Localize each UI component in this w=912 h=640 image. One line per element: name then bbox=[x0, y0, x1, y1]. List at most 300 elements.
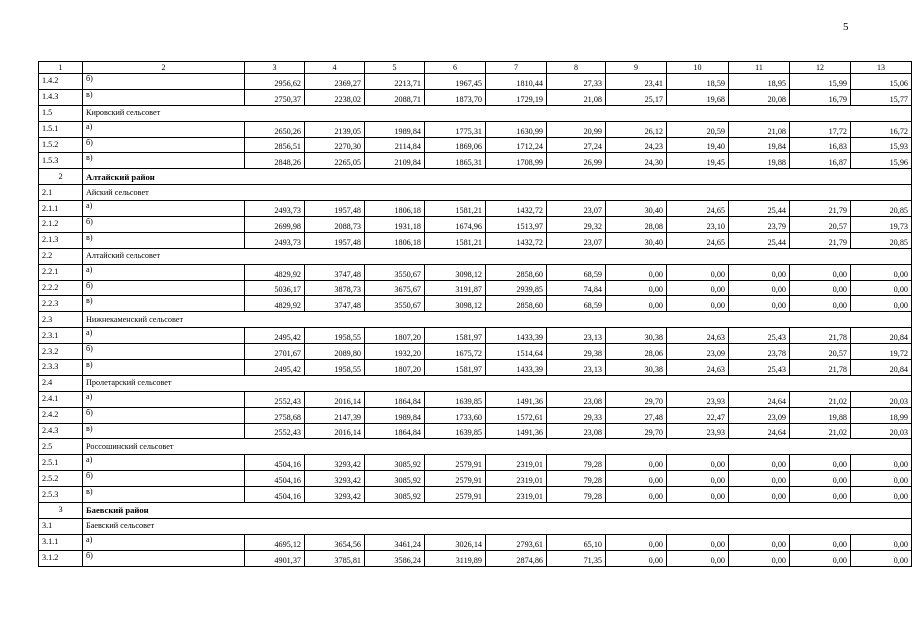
value-cell: 2579,91 bbox=[425, 455, 486, 471]
value-cell: 0,00 bbox=[851, 296, 912, 312]
district-name: Баевский район bbox=[83, 503, 912, 519]
value-cell: 2552,43 bbox=[245, 391, 305, 407]
value-cell: 1581,97 bbox=[425, 360, 486, 376]
value-cell: 0,00 bbox=[790, 471, 851, 487]
value-cell: 23,09 bbox=[667, 344, 729, 360]
value-cell: 2319,01 bbox=[486, 487, 547, 503]
value-cell: 15,77 bbox=[851, 89, 912, 105]
table-row bbox=[39, 407, 912, 423]
column-number-header-row bbox=[39, 62, 912, 74]
table-row bbox=[39, 360, 912, 376]
value-cell: 1864,84 bbox=[365, 423, 425, 439]
value-cell: 3085,92 bbox=[365, 471, 425, 487]
table-row bbox=[39, 296, 912, 312]
row-label: в) bbox=[83, 423, 245, 439]
row-code: 2.1.1 bbox=[39, 201, 83, 217]
value-cell: 0,00 bbox=[667, 296, 729, 312]
value-cell: 2109,84 bbox=[365, 153, 425, 169]
value-cell: 3098,12 bbox=[425, 296, 486, 312]
value-cell: 24,23 bbox=[606, 137, 667, 153]
table-row bbox=[39, 550, 912, 566]
value-cell: 3293,42 bbox=[305, 455, 365, 471]
value-cell: 2088,73 bbox=[305, 217, 365, 233]
section-name: Кировский сельсовет bbox=[83, 105, 912, 121]
table-row bbox=[39, 471, 912, 487]
section-row bbox=[39, 518, 912, 534]
table-row bbox=[39, 391, 912, 407]
tariff-table bbox=[38, 61, 912, 567]
value-cell: 0,00 bbox=[606, 264, 667, 280]
value-cell: 2874,86 bbox=[486, 550, 547, 566]
table-row bbox=[39, 487, 912, 503]
value-cell: 2758,68 bbox=[245, 407, 305, 423]
value-cell: 3747,48 bbox=[305, 264, 365, 280]
row-code: 2.3.2 bbox=[39, 344, 83, 360]
value-cell: 19,88 bbox=[790, 407, 851, 423]
section-row bbox=[39, 312, 912, 328]
value-cell: 21,79 bbox=[790, 232, 851, 248]
value-cell: 1989,84 bbox=[365, 121, 425, 137]
value-cell: 3293,42 bbox=[305, 487, 365, 503]
row-label: б) bbox=[83, 74, 245, 90]
value-cell: 3747,48 bbox=[305, 296, 365, 312]
column-number-header: 6 bbox=[425, 62, 486, 74]
value-cell: 1864,84 bbox=[365, 391, 425, 407]
value-cell: 2270,30 bbox=[305, 137, 365, 153]
row-label: в) bbox=[83, 487, 245, 503]
value-cell: 0,00 bbox=[667, 280, 729, 296]
value-cell: 1957,48 bbox=[305, 232, 365, 248]
value-cell: 19,88 bbox=[729, 153, 790, 169]
row-label: в) bbox=[83, 296, 245, 312]
value-cell: 2701,67 bbox=[245, 344, 305, 360]
value-cell: 20,03 bbox=[851, 423, 912, 439]
value-cell: 24,63 bbox=[667, 360, 729, 376]
column-number-header: 1 bbox=[39, 62, 83, 74]
section-code: 2.3 bbox=[39, 312, 83, 328]
value-cell: 1806,18 bbox=[365, 232, 425, 248]
row-label: а) bbox=[83, 201, 245, 217]
column-number-header: 5 bbox=[365, 62, 425, 74]
value-cell: 2265,05 bbox=[305, 153, 365, 169]
value-cell: 23,13 bbox=[547, 328, 606, 344]
value-cell: 5036,17 bbox=[245, 280, 305, 296]
section-code: 2.2 bbox=[39, 248, 83, 264]
value-cell: 4901,37 bbox=[245, 550, 305, 566]
value-cell: 1432,72 bbox=[486, 232, 547, 248]
section-name: Нижнекаменский сельсовет bbox=[83, 312, 912, 328]
value-cell: 26,99 bbox=[547, 153, 606, 169]
value-cell: 1674,96 bbox=[425, 217, 486, 233]
row-code: 2.4.3 bbox=[39, 423, 83, 439]
value-cell: 19,84 bbox=[729, 137, 790, 153]
row-label: б) bbox=[83, 407, 245, 423]
value-cell: 0,00 bbox=[729, 296, 790, 312]
value-cell: 3550,67 bbox=[365, 264, 425, 280]
value-cell: 4504,16 bbox=[245, 455, 305, 471]
value-cell: 2139,05 bbox=[305, 121, 365, 137]
value-cell: 1630,99 bbox=[486, 121, 547, 137]
value-cell: 3085,92 bbox=[365, 455, 425, 471]
value-cell: 2147,39 bbox=[305, 407, 365, 423]
value-cell: 15,99 bbox=[790, 74, 851, 90]
value-cell: 23,93 bbox=[667, 391, 729, 407]
value-cell: 0,00 bbox=[790, 534, 851, 550]
value-cell: 1639,85 bbox=[425, 423, 486, 439]
value-cell: 0,00 bbox=[851, 487, 912, 503]
value-cell: 21,08 bbox=[729, 121, 790, 137]
section-code: 2.5 bbox=[39, 439, 83, 455]
value-cell: 0,00 bbox=[790, 264, 851, 280]
value-cell: 23,08 bbox=[547, 423, 606, 439]
value-cell: 1491,36 bbox=[486, 391, 547, 407]
value-cell: 2848,26 bbox=[245, 153, 305, 169]
value-cell: 30,38 bbox=[606, 360, 667, 376]
value-cell: 1807,20 bbox=[365, 360, 425, 376]
value-cell: 0,00 bbox=[729, 534, 790, 550]
value-cell: 23,78 bbox=[729, 344, 790, 360]
row-label: в) bbox=[83, 153, 245, 169]
value-cell: 3878,73 bbox=[305, 280, 365, 296]
value-cell: 19,45 bbox=[667, 153, 729, 169]
value-cell: 21,78 bbox=[790, 360, 851, 376]
value-cell: 26,12 bbox=[606, 121, 667, 137]
row-code: 2.3.3 bbox=[39, 360, 83, 376]
value-cell: 1932,20 bbox=[365, 344, 425, 360]
row-code: 2.5.3 bbox=[39, 487, 83, 503]
value-cell: 0,00 bbox=[667, 534, 729, 550]
value-cell: 1958,55 bbox=[305, 360, 365, 376]
value-cell: 1513,97 bbox=[486, 217, 547, 233]
value-cell: 0,00 bbox=[851, 534, 912, 550]
column-number-header: 9 bbox=[606, 62, 667, 74]
section-name: Россошинский сельсовет bbox=[83, 439, 912, 455]
row-code: 2.2.3 bbox=[39, 296, 83, 312]
table-row bbox=[39, 201, 912, 217]
value-cell: 0,00 bbox=[851, 264, 912, 280]
value-cell: 3085,92 bbox=[365, 487, 425, 503]
value-cell: 18,59 bbox=[667, 74, 729, 90]
value-cell: 21,02 bbox=[790, 423, 851, 439]
table-row bbox=[39, 455, 912, 471]
value-cell: 1712,24 bbox=[486, 137, 547, 153]
value-cell: 0,00 bbox=[606, 534, 667, 550]
value-cell: 23,07 bbox=[547, 201, 606, 217]
row-label: в) bbox=[83, 232, 245, 248]
value-cell: 29,32 bbox=[547, 217, 606, 233]
value-cell: 4829,92 bbox=[245, 296, 305, 312]
value-cell: 2114,84 bbox=[365, 137, 425, 153]
value-cell: 1639,85 bbox=[425, 391, 486, 407]
value-cell: 20,59 bbox=[667, 121, 729, 137]
value-cell: 1967,45 bbox=[425, 74, 486, 90]
row-label: а) bbox=[83, 534, 245, 550]
value-cell: 0,00 bbox=[606, 550, 667, 566]
section-row bbox=[39, 439, 912, 455]
value-cell: 1581,21 bbox=[425, 201, 486, 217]
value-cell: 3026,14 bbox=[425, 534, 486, 550]
section-code: 3.1 bbox=[39, 518, 83, 534]
value-cell: 23,93 bbox=[667, 423, 729, 439]
value-cell: 2579,91 bbox=[425, 487, 486, 503]
value-cell: 23,07 bbox=[547, 232, 606, 248]
column-number-header: 2 bbox=[83, 62, 245, 74]
row-code: 2.5.2 bbox=[39, 471, 83, 487]
value-cell: 0,00 bbox=[606, 296, 667, 312]
value-cell: 3119,89 bbox=[425, 550, 486, 566]
value-cell: 68,59 bbox=[547, 264, 606, 280]
value-cell: 29,70 bbox=[606, 423, 667, 439]
value-cell: 2319,01 bbox=[486, 455, 547, 471]
value-cell: 17,72 bbox=[790, 121, 851, 137]
value-cell: 21,02 bbox=[790, 391, 851, 407]
row-code: 2.2.2 bbox=[39, 280, 83, 296]
value-cell: 1775,31 bbox=[425, 121, 486, 137]
value-cell: 0,00 bbox=[851, 280, 912, 296]
value-cell: 2699,98 bbox=[245, 217, 305, 233]
value-cell: 23,10 bbox=[667, 217, 729, 233]
value-cell: 22,47 bbox=[667, 407, 729, 423]
value-cell: 0,00 bbox=[667, 455, 729, 471]
value-cell: 2089,80 bbox=[305, 344, 365, 360]
table-row bbox=[39, 137, 912, 153]
row-code: 2.5.1 bbox=[39, 455, 83, 471]
district-row bbox=[39, 503, 912, 519]
value-cell: 2493,73 bbox=[245, 232, 305, 248]
column-number-header: 7 bbox=[486, 62, 547, 74]
value-cell: 3191,87 bbox=[425, 280, 486, 296]
row-label: б) bbox=[83, 217, 245, 233]
column-number-header: 12 bbox=[790, 62, 851, 74]
value-cell: 19,40 bbox=[667, 137, 729, 153]
row-label: б) bbox=[83, 280, 245, 296]
row-label: а) bbox=[83, 121, 245, 137]
row-code: 1.5.1 bbox=[39, 121, 83, 137]
value-cell: 0,00 bbox=[790, 487, 851, 503]
table-row bbox=[39, 153, 912, 169]
value-cell: 3785,81 bbox=[305, 550, 365, 566]
value-cell: 0,00 bbox=[667, 471, 729, 487]
value-cell: 15,06 bbox=[851, 74, 912, 90]
value-cell: 21,79 bbox=[790, 201, 851, 217]
row-code: 1.5.2 bbox=[39, 137, 83, 153]
value-cell: 20,85 bbox=[851, 201, 912, 217]
value-cell: 71,35 bbox=[547, 550, 606, 566]
value-cell: 0,00 bbox=[790, 296, 851, 312]
value-cell: 3293,42 bbox=[305, 471, 365, 487]
value-cell: 3461,24 bbox=[365, 534, 425, 550]
table-row bbox=[39, 74, 912, 90]
row-code: 3.1.1 bbox=[39, 534, 83, 550]
value-cell: 24,63 bbox=[667, 328, 729, 344]
value-cell: 30,40 bbox=[606, 201, 667, 217]
value-cell: 0,00 bbox=[729, 471, 790, 487]
value-cell: 1572,61 bbox=[486, 407, 547, 423]
row-code: 2.1.2 bbox=[39, 217, 83, 233]
value-cell: 27,24 bbox=[547, 137, 606, 153]
row-label: в) bbox=[83, 360, 245, 376]
row-code: 3.1.2 bbox=[39, 550, 83, 566]
table-row bbox=[39, 344, 912, 360]
section-code: 1.5 bbox=[39, 105, 83, 121]
section-row bbox=[39, 375, 912, 391]
value-cell: 2956,62 bbox=[245, 74, 305, 90]
value-cell: 1708,99 bbox=[486, 153, 547, 169]
value-cell: 1869,06 bbox=[425, 137, 486, 153]
value-cell: 0,00 bbox=[851, 550, 912, 566]
value-cell: 25,17 bbox=[606, 89, 667, 105]
value-cell: 20,84 bbox=[851, 360, 912, 376]
column-number-header: 4 bbox=[305, 62, 365, 74]
value-cell: 0,00 bbox=[606, 280, 667, 296]
value-cell: 0,00 bbox=[667, 264, 729, 280]
row-label: б) bbox=[83, 471, 245, 487]
value-cell: 16,87 bbox=[790, 153, 851, 169]
value-cell: 2016,14 bbox=[305, 391, 365, 407]
row-code: 2.2.1 bbox=[39, 264, 83, 280]
section-code: 2.1 bbox=[39, 185, 83, 201]
section-row bbox=[39, 185, 912, 201]
row-label: б) bbox=[83, 550, 245, 566]
value-cell: 2552,43 bbox=[245, 423, 305, 439]
value-cell: 0,00 bbox=[606, 471, 667, 487]
value-cell: 18,99 bbox=[851, 407, 912, 423]
table-row bbox=[39, 217, 912, 233]
row-code: 2.4.2 bbox=[39, 407, 83, 423]
value-cell: 2369,27 bbox=[305, 74, 365, 90]
value-cell: 3098,12 bbox=[425, 264, 486, 280]
value-cell: 0,00 bbox=[851, 455, 912, 471]
row-code: 2.4.1 bbox=[39, 391, 83, 407]
value-cell: 1432,72 bbox=[486, 201, 547, 217]
value-cell: 4504,16 bbox=[245, 487, 305, 503]
value-cell: 65,10 bbox=[547, 534, 606, 550]
value-cell: 20,84 bbox=[851, 328, 912, 344]
value-cell: 68,59 bbox=[547, 296, 606, 312]
value-cell: 24,65 bbox=[667, 232, 729, 248]
value-cell: 20,08 bbox=[729, 89, 790, 105]
table-body bbox=[39, 62, 912, 567]
value-cell: 3550,67 bbox=[365, 296, 425, 312]
value-cell: 20,03 bbox=[851, 391, 912, 407]
value-cell: 1491,36 bbox=[486, 423, 547, 439]
section-name: Алтайский сельсовет bbox=[83, 248, 912, 264]
column-number-header: 10 bbox=[667, 62, 729, 74]
table-row bbox=[39, 232, 912, 248]
value-cell: 1806,18 bbox=[365, 201, 425, 217]
value-cell: 18,95 bbox=[729, 74, 790, 90]
column-number-header: 8 bbox=[547, 62, 606, 74]
section-name: Айский сельсовет bbox=[83, 185, 912, 201]
value-cell: 0,00 bbox=[790, 455, 851, 471]
value-cell: 0,00 bbox=[667, 487, 729, 503]
value-cell: 19,72 bbox=[851, 344, 912, 360]
value-cell: 4695,12 bbox=[245, 534, 305, 550]
row-code: 2.1.3 bbox=[39, 232, 83, 248]
value-cell: 2650,26 bbox=[245, 121, 305, 137]
district-row bbox=[39, 169, 912, 185]
table-row bbox=[39, 328, 912, 344]
value-cell: 2213,71 bbox=[365, 74, 425, 90]
row-label: б) bbox=[83, 344, 245, 360]
value-cell: 29,33 bbox=[547, 407, 606, 423]
value-cell: 0,00 bbox=[851, 471, 912, 487]
row-label: а) bbox=[83, 455, 245, 471]
row-label: а) bbox=[83, 391, 245, 407]
page-number: 5 bbox=[843, 21, 849, 33]
value-cell: 2495,42 bbox=[245, 360, 305, 376]
value-cell: 1733,60 bbox=[425, 407, 486, 423]
row-code: 1.4.3 bbox=[39, 89, 83, 105]
value-cell: 20,99 bbox=[547, 121, 606, 137]
value-cell: 21,08 bbox=[547, 89, 606, 105]
value-cell: 24,64 bbox=[729, 391, 790, 407]
value-cell: 2088,71 bbox=[365, 89, 425, 105]
value-cell: 0,00 bbox=[729, 550, 790, 566]
value-cell: 16,79 bbox=[790, 89, 851, 105]
value-cell: 24,64 bbox=[729, 423, 790, 439]
value-cell: 16,72 bbox=[851, 121, 912, 137]
section-row bbox=[39, 105, 912, 121]
value-cell: 29,38 bbox=[547, 344, 606, 360]
value-cell: 20,57 bbox=[790, 217, 851, 233]
value-cell: 0,00 bbox=[606, 487, 667, 503]
district-name: Алтайский район bbox=[83, 169, 912, 185]
value-cell: 23,09 bbox=[729, 407, 790, 423]
value-cell: 1581,97 bbox=[425, 328, 486, 344]
value-cell: 25,44 bbox=[729, 232, 790, 248]
table-row bbox=[39, 89, 912, 105]
value-cell: 1931,18 bbox=[365, 217, 425, 233]
value-cell: 0,00 bbox=[729, 280, 790, 296]
value-cell: 0,00 bbox=[790, 550, 851, 566]
value-cell: 19,73 bbox=[851, 217, 912, 233]
value-cell: 21,78 bbox=[790, 328, 851, 344]
column-number-header: 3 bbox=[245, 62, 305, 74]
value-cell: 27,33 bbox=[547, 74, 606, 90]
row-label: а) bbox=[83, 328, 245, 344]
row-label: б) bbox=[83, 137, 245, 153]
district-code: 2 bbox=[39, 169, 83, 185]
value-cell: 30,40 bbox=[606, 232, 667, 248]
value-cell: 24,30 bbox=[606, 153, 667, 169]
section-code: 2.4 bbox=[39, 375, 83, 391]
value-cell: 0,00 bbox=[729, 487, 790, 503]
value-cell: 23,41 bbox=[606, 74, 667, 90]
value-cell: 20,57 bbox=[790, 344, 851, 360]
value-cell: 2238,02 bbox=[305, 89, 365, 105]
value-cell: 1957,48 bbox=[305, 201, 365, 217]
value-cell: 0,00 bbox=[729, 264, 790, 280]
value-cell: 2750,37 bbox=[245, 89, 305, 105]
value-cell: 1433,39 bbox=[486, 360, 547, 376]
table-row bbox=[39, 121, 912, 137]
value-cell: 1873,70 bbox=[425, 89, 486, 105]
value-cell: 15,93 bbox=[851, 137, 912, 153]
value-cell: 79,28 bbox=[547, 455, 606, 471]
value-cell: 2858,60 bbox=[486, 264, 547, 280]
value-cell: 1958,55 bbox=[305, 328, 365, 344]
district-code: 3 bbox=[39, 503, 83, 519]
row-code: 2.3.1 bbox=[39, 328, 83, 344]
table-row bbox=[39, 280, 912, 296]
value-cell: 2493,73 bbox=[245, 201, 305, 217]
section-name: Пролетарский сельсовет bbox=[83, 375, 912, 391]
table-row bbox=[39, 264, 912, 280]
value-cell: 4829,92 bbox=[245, 264, 305, 280]
value-cell: 1729,19 bbox=[486, 89, 547, 105]
value-cell: 1810,44 bbox=[486, 74, 547, 90]
